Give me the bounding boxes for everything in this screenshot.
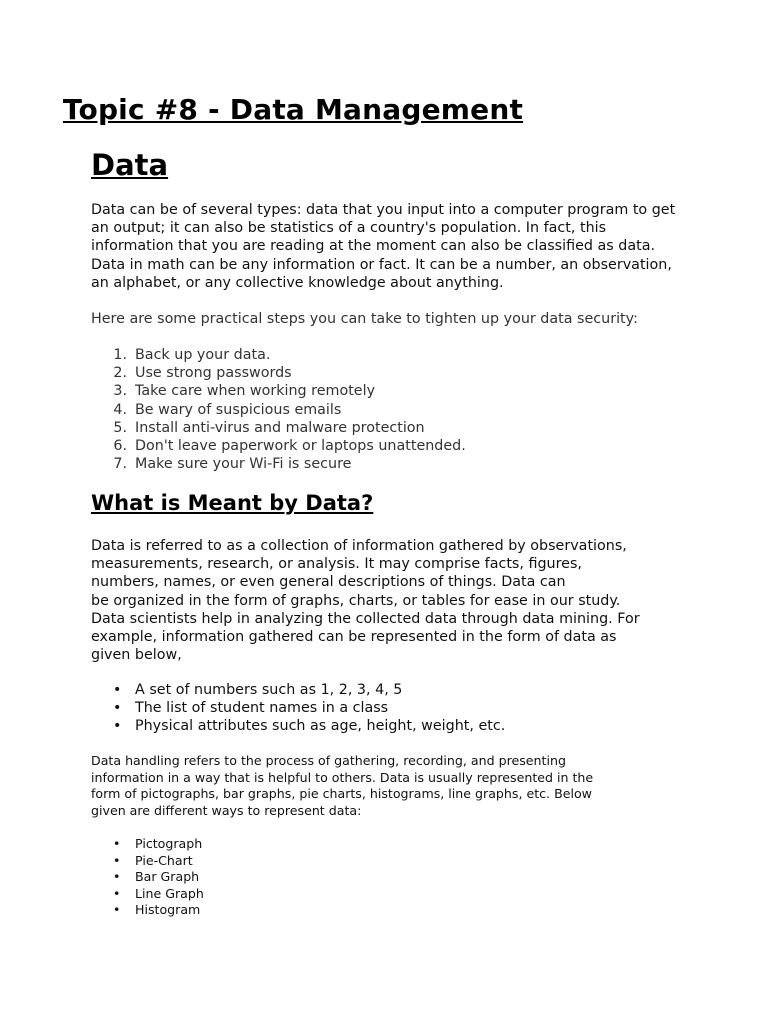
- list-item-text: A set of numbers such as 1, 2, 3, 4, 5: [135, 682, 403, 698]
- list-number: 1.: [113, 347, 127, 363]
- list-item-text: Line Graph: [135, 885, 204, 901]
- bullet-icon: •: [113, 852, 121, 868]
- list-item-text: Take care when working remotely: [135, 383, 376, 400]
- list-number: 7.: [113, 456, 127, 473]
- list-item: [91, 364, 466, 382]
- paragraph-line: Data scientists help in analyzing the collected data through data mining. For: [91, 610, 640, 627]
- what-is-data-paragraph: [91, 537, 681, 664]
- data-examples-list: [91, 681, 505, 736]
- bullet-icon: •: [113, 836, 121, 851]
- list-item: [91, 455, 466, 473]
- security-steps-list: [91, 346, 466, 473]
- bullet-icon: •: [113, 902, 121, 918]
- list-item-text: Bar Graph: [135, 869, 200, 885]
- paragraph-line: Data is referred to as a collection of information gathered by observations,: [91, 538, 627, 554]
- section-heading-data: Data: [91, 148, 169, 182]
- data-representation-list: [91, 836, 204, 919]
- list-number: 4.: [113, 401, 127, 418]
- list-item: [91, 902, 204, 919]
- list-item: [91, 346, 466, 364]
- list-item: [91, 869, 204, 886]
- list-item-text: Histogram: [135, 902, 201, 918]
- paragraph-line: be organized in the form of graphs, charts, or tables for ease in our study.: [91, 592, 621, 609]
- paragraph-line: information in a way that is helpful to others. Data is usually represented in the: [91, 769, 594, 785]
- list-item-text: Make sure your Wi-Fi is secure: [135, 456, 352, 473]
- paragraph-line: example, information gathered can be represented in the form of data as: [91, 629, 617, 646]
- list-item-text: Back up your data.: [135, 347, 271, 363]
- bullet-icon: •: [113, 700, 122, 717]
- data-intro-paragraph: Data can be of several types: data that you input into a computer program to get an output; it can also be statistics of a country's population. In fact, this information that you are reading at the moment can also be classified as data. Data in math can be any information or fact. It can be a number, an observation, an alphabet, or any collective knowledge about anything.: [91, 202, 676, 291]
- list-item: [91, 382, 466, 400]
- list-item-text: Be wary of suspicious emails: [135, 401, 342, 418]
- list-item-text: Physical attributes such as age, height, weight, etc.: [135, 718, 506, 735]
- list-item-text: Use strong passwords: [135, 365, 292, 382]
- list-item-text: Pictograph: [135, 836, 203, 851]
- paragraph-line: numbers, names, or even general descriptions of things. Data can: [91, 574, 566, 591]
- page-title: Topic #8 - Data Management: [62, 93, 524, 126]
- bullet-icon: •: [113, 869, 121, 885]
- security-steps-intro: Here are some practical steps you can take to tighten up your data security:: [91, 311, 638, 327]
- bullet-icon: •: [113, 718, 122, 735]
- paragraph-line: measurements, research, or analysis. It may comprise facts, figures,: [91, 556, 582, 573]
- bullet-icon: •: [113, 682, 122, 698]
- list-item: [91, 401, 466, 419]
- list-item-text: Install anti-virus and malware protection: [135, 419, 425, 436]
- list-number: 5.: [113, 419, 127, 436]
- list-item-text: Don't leave paperwork or laptops unattended.: [135, 438, 466, 455]
- list-item-text: Pie-Chart: [135, 852, 193, 868]
- list-number: 2.: [113, 365, 127, 382]
- list-item: [91, 836, 204, 853]
- list-item: [91, 699, 505, 717]
- list-item: [91, 886, 204, 903]
- paragraph-line: given below,: [91, 647, 182, 664]
- paragraph-line: Data handling refers to the process of gathering, recording, and presenting: [91, 753, 566, 768]
- list-item: [91, 419, 466, 437]
- list-item: [91, 853, 204, 870]
- list-item: [91, 681, 505, 699]
- paragraph-line: form of pictographs, bar graphs, pie charts, histograms, line graphs, etc. Below: [91, 786, 592, 802]
- data-handling-paragraph: [91, 753, 671, 819]
- list-item-text: The list of student names in a class: [135, 700, 389, 717]
- list-number: 6.: [113, 438, 127, 455]
- list-item: [91, 717, 505, 735]
- list-number: 3.: [113, 383, 127, 400]
- section-heading-what-is-data: What is Meant by Data?: [91, 491, 374, 515]
- bullet-icon: •: [113, 885, 121, 901]
- list-item: [91, 437, 466, 455]
- paragraph-line: given are different ways to represent data:: [91, 802, 362, 818]
